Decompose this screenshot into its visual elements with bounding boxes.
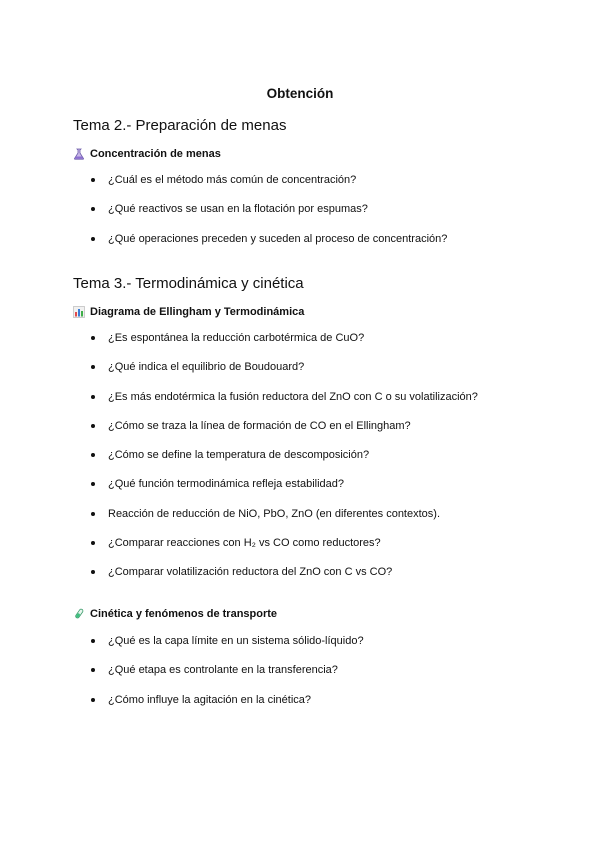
bullet-icon [91, 541, 95, 545]
section-heading-tema-3: Tema 3.- Termodinámica y cinética [73, 275, 304, 292]
bullet-icon [91, 237, 95, 241]
test-tube-icon [73, 608, 85, 620]
bullet-icon [91, 482, 95, 486]
bullet-icon [91, 512, 95, 516]
bullet-icon [91, 365, 95, 369]
alembic-icon [73, 148, 85, 160]
bar-chart-icon [73, 306, 85, 318]
subsection-heading-ellingham [73, 306, 304, 318]
bullet-icon [91, 668, 95, 672]
page-title: Obtención [266, 86, 334, 101]
bullet-icon [91, 336, 95, 340]
bullet-icon [91, 570, 95, 574]
subsection-heading-label: Cinética y fenómenos de transporte [90, 608, 278, 620]
subsection-heading-label: Diagrama de Ellingham y Termodinámica [90, 306, 305, 318]
bullet-icon [91, 424, 95, 428]
section-heading-tema-2: Tema 2.- Preparación de menas [73, 117, 287, 134]
bullet-icon [91, 178, 95, 182]
bullet-icon [91, 395, 95, 399]
subsection-heading-concentracion [73, 148, 221, 160]
bullet-icon [91, 698, 95, 702]
subsection-heading-label: Concentración de menas [90, 148, 221, 160]
bullet-icon [91, 453, 95, 457]
bullet-icon [91, 639, 95, 643]
subsection-heading-cinetica [73, 608, 277, 620]
bullet-icon [91, 207, 95, 211]
